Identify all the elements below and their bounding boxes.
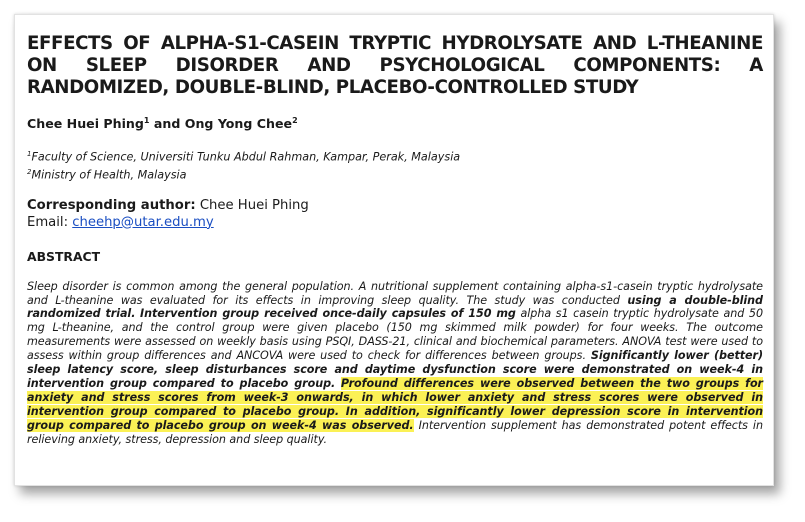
author-name: Chee Huei Phing xyxy=(27,116,144,132)
corresponding-author-block xyxy=(27,197,763,231)
email-line xyxy=(27,214,763,231)
affiliation-item xyxy=(27,147,763,165)
affiliation-text: Faculty of Science, Universiti Tunku Abdul Rahman, Kampar, Perak, Malaysia xyxy=(31,150,461,164)
author-name: Ong Yong Chee xyxy=(184,116,293,132)
abstract-highlighted-text: Profound differences were observed between the two groups for anxiety and stress scores from week-3 onwards, in which lower anxiety and stress scores were observed in intervention group compared to placebo group. In addition, significantly lower depression score in intervention group compared to placebo group on week-4 was observed. xyxy=(27,377,763,432)
paper-page xyxy=(14,14,774,486)
abstract-body xyxy=(27,280,763,447)
abstract-text: alpha s1 casein tryptic hydrolysate and 50 mg L-theanine, and the control group were given placebo (150 mg skimmed milk powder) for four weeks. The outcome measurements were assessed on weekly basis using PSQI, DASS-21, clinical and biochemical parameters. ANOVA test were used to assess within group differences and ANCOVA were used to check for differences between groups. xyxy=(27,307,764,363)
affiliation-text: Ministry of Health, Malaysia xyxy=(31,168,187,182)
abstract-bold-text: Intervention group received once-daily capsules of 150 mg xyxy=(140,307,516,321)
affiliations xyxy=(27,147,763,182)
author-affiliation-mark: 2 xyxy=(292,116,298,125)
affiliation-mark: 2 xyxy=(27,167,32,176)
abstract-bold-text: Significantly lower (better) sleep latency score, sleep disturbances score and daytime dysfunction score were demonstrated on week-4 in intervention group compared to placebo group. xyxy=(27,349,763,390)
email-link[interactable]: cheehp@utar.edu.my xyxy=(72,214,214,230)
corresponding-author-line xyxy=(27,197,763,214)
abstract-heading: ABSTRACT xyxy=(27,248,101,264)
corresponding-author-label: Corresponding author: xyxy=(27,197,196,213)
corresponding-author-name: Chee Huei Phing xyxy=(195,197,309,213)
abstract-bold-text: using a double-blind randomized trial. xyxy=(27,293,763,321)
affiliation-mark: 1 xyxy=(27,150,32,159)
author-line xyxy=(27,116,763,131)
affiliation-item xyxy=(27,165,763,183)
paper-title: EFFECTS OF ALPHA-S1-CASEIN TRYPTIC HYDROLYSATE AND L-THEANINE ON SLEEP DISORDER AND PSYCHOLOGICAL COMPONENTS: A RANDOMIZED, DOUBLE-BLIND, PLACEBO-CONTROLLED STUDY xyxy=(27,33,763,98)
abstract-text: Sleep disorder is common among the general population. A nutritional supplement containing alpha-s1-casein tryptic hydrolysate and L-theanine was evaluated for its effects in improving sleep quality. The study was conducted xyxy=(27,279,763,307)
abstract-text: Intervention supplement has demonstrated potent effects in relieving anxiety, stress, depression and sleep quality. xyxy=(27,418,763,446)
author-affiliation-mark: 1 xyxy=(143,116,150,125)
author-connector: and xyxy=(149,116,185,132)
email-label: Email: xyxy=(27,214,73,230)
abstract-text xyxy=(335,377,341,390)
